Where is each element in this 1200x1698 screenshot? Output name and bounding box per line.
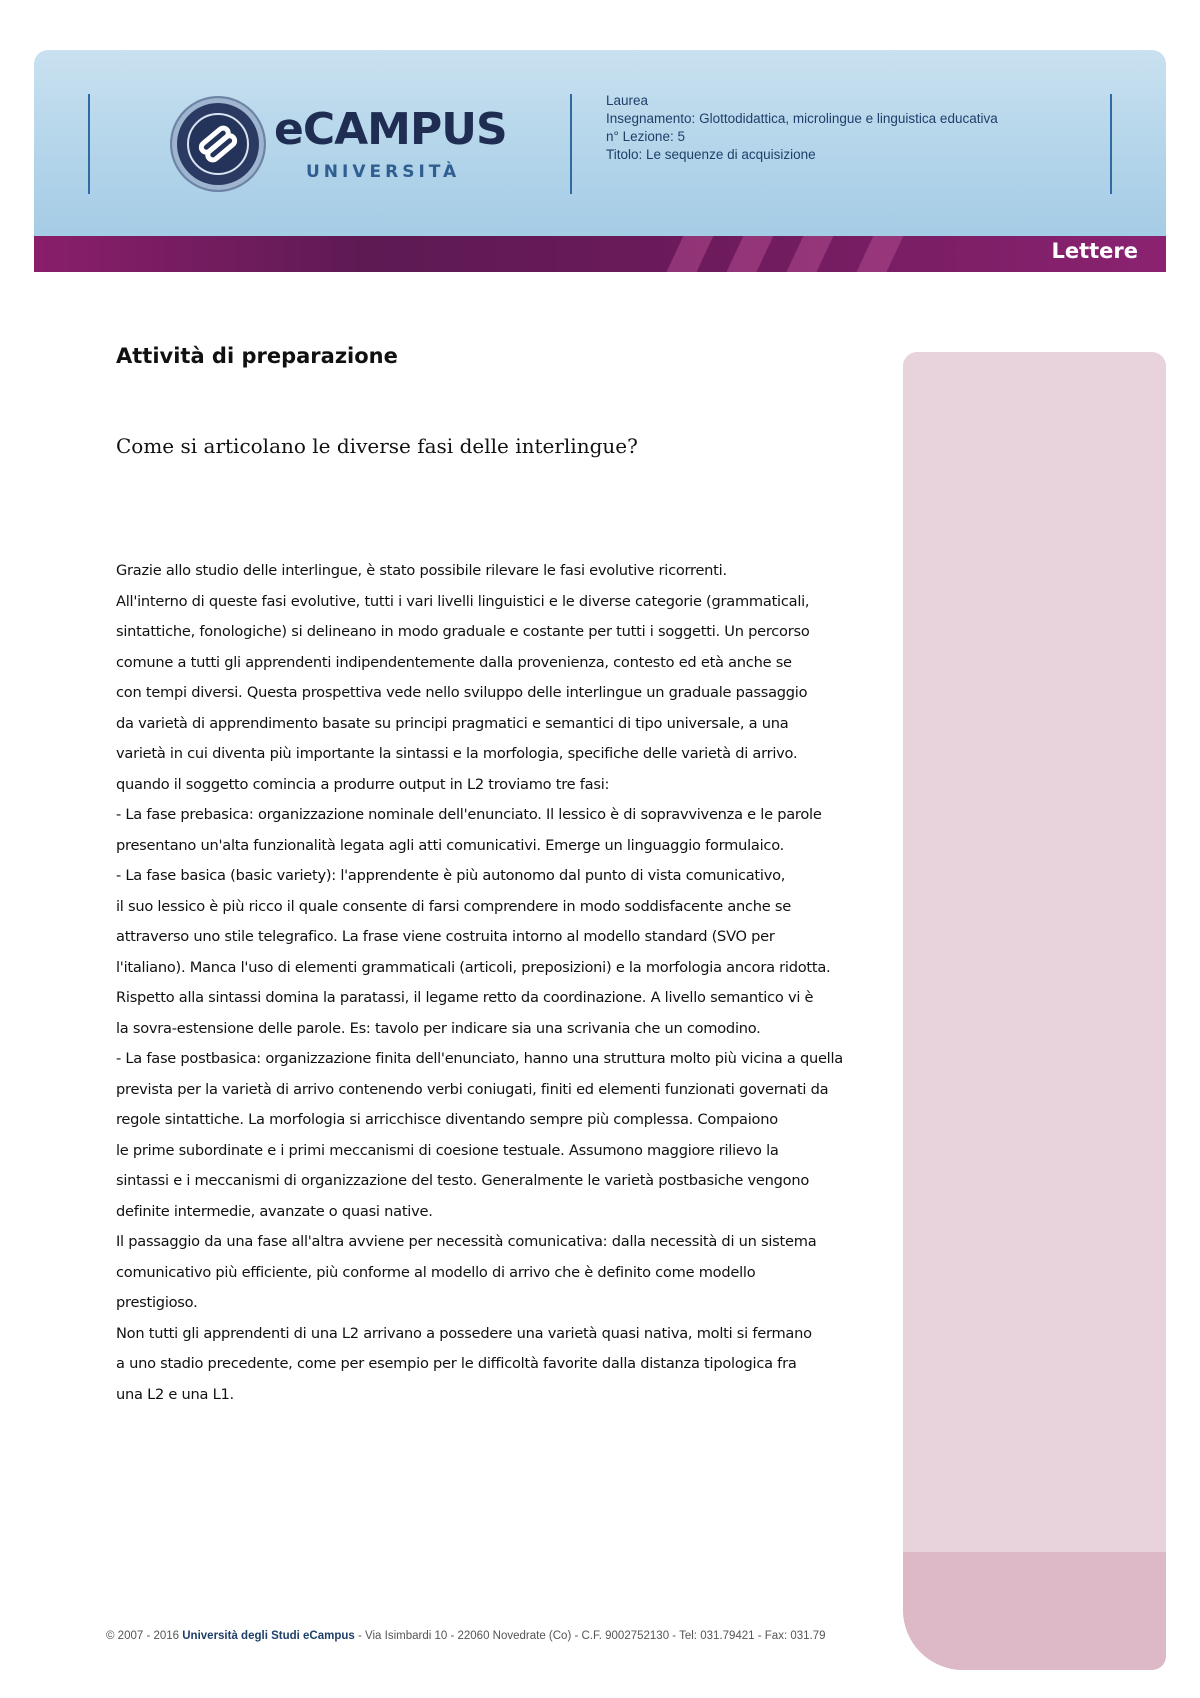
lesson-title: Titolo: Le sequenze di acquisizione: [606, 147, 816, 162]
text-line: - La fase postbasica: organizzazione finita dell'enunciato, hanno una struttura molto più vicina a quella: [116, 1050, 843, 1067]
text-line: Grazie allo studio delle interlingue, è stato possibile rilevare le fasi evolutive ricorrenti.: [116, 562, 727, 579]
text-line: sintattiche, fonologiche) si delineano in modo graduale e costante per tutti i soggetti. Un percorso: [116, 623, 810, 640]
copyright-footer: © 2007 - 2016 Università degli Studi eCampus - Via Isimbardi 10 - 22060 Novedrate (Co) - C.F. 9002752130 - Tel: 031.79421 - Fax: 031.79: [106, 1630, 826, 1642]
text-line: comunicativo più efficiente, più conforme al modello di arrivo che è definito come modello: [116, 1263, 756, 1281]
course-label: Insegnamento: Glottodidattica, microlingue e linguistica educativa: [606, 111, 998, 126]
text-line: le prime subordinate e i primi meccanismi di coesione testuale. Assumono maggiore rilievo la: [116, 1141, 779, 1159]
text-line: quando il soggetto comincia a produrre output in L2 troviamo tre fasi:: [116, 775, 610, 793]
faculty-band: [34, 236, 1166, 272]
header-divider: [1110, 94, 1112, 194]
text-line: l'italiano). Manca l'uso di elementi grammaticali (articoli, preposizioni) e la morfologia ancora ridotta.: [116, 958, 831, 976]
text-line: attraverso uno stile telegrafico. La frase viene costruita intorno al modello standard (SVO per: [116, 928, 775, 945]
brand-subtitle: UNIVERSITÀ: [306, 162, 461, 182]
university-seal-icon: [172, 98, 264, 190]
document-header: [34, 50, 1166, 272]
text-line: la sovra-estensione delle parole. Es: tavolo per indicare sia una scrivania che un comodino.: [116, 1019, 761, 1037]
text-line: varietà in cui diventa più importante la sintassi e la morfologia, specifiche delle varietà di arrivo.: [116, 745, 798, 762]
faculty-label: Lettere: [1051, 239, 1138, 263]
section-title: Attività di preparazione: [116, 344, 398, 368]
text-line: il suo lessico è più ricco il quale consente di farsi comprendere in modo soddisfacente anche se: [116, 897, 791, 915]
text-line: Il passaggio da una fase all'altra avviene per necessità comunicativa: dalla necessità di un sistema: [116, 1233, 817, 1250]
text-line: Non tutti gli apprendenti di una L2 arrivano a possedere una varietà quasi nativa, molti si fermano: [116, 1324, 812, 1342]
header-divider: [570, 94, 572, 194]
text-line: prestigioso.: [116, 1294, 198, 1311]
text-line: - La fase prebasica: organizzazione nominale dell'enunciato. Il lessico è di sopravvivenza e le parole: [116, 806, 822, 823]
text-line: - La fase basica (basic variety): l'apprendente è più autonomo dal punto di vista comunicativo,: [116, 867, 786, 884]
degree-label: Laurea: [606, 93, 649, 108]
text-line: presentano un'alta funzionalità legata agli atti comunicativi. Emerge un linguaggio formulaico.: [116, 836, 784, 854]
question-heading: Come si articolano le diverse fasi delle interlingue?: [116, 434, 638, 458]
header-divider: [88, 94, 90, 194]
text-line: definite intermedie, avanzate o quasi native.: [116, 1202, 433, 1220]
body-text: [116, 556, 976, 1410]
text-line: da varietà di apprendimento basate su principi pragmatici e semantici di tipo universale, a una: [116, 714, 789, 732]
text-line: sintassi e i meccanismi di organizzazione del testo. Generalmente le varietà postbasiche vengono: [116, 1172, 810, 1189]
text-line: Rispetto alla sintassi domina la paratassi, il legame retto da coordinazione. A livello semantico vi è: [116, 989, 814, 1006]
brand-name: eCAMPUS: [274, 104, 507, 155]
lesson-info: [606, 92, 1146, 164]
text-line: con tempi diversi. Questa prospettiva vede nello sviluppo delle interlingue un graduale passaggio: [116, 684, 808, 701]
text-line: regole sintattiche. La morfologia si arricchisce diventando sempre più complessa. Compaiono: [116, 1111, 778, 1128]
text-line: prevista per la varietà di arrivo contenendo verbi coniugati, finiti ed elementi funzionati governati da: [116, 1080, 829, 1098]
text-line: una L2 e una L1.: [116, 1385, 234, 1403]
text-line: comune a tutti gli apprendenti indipendentemente dalla provenienza, contesto ed età anche se: [116, 653, 792, 671]
text-line: All'interno di queste fasi evolutive, tutti i vari livelli linguistici e le diverse categorie (grammaticali,: [116, 592, 810, 610]
ecampus-logo: [172, 98, 532, 198]
text-line: a uno stadio precedente, come per esempio per le difficoltà favorite dalla distanza tipologica fra: [116, 1355, 797, 1372]
lesson-number: n° Lezione: 5: [606, 129, 685, 144]
